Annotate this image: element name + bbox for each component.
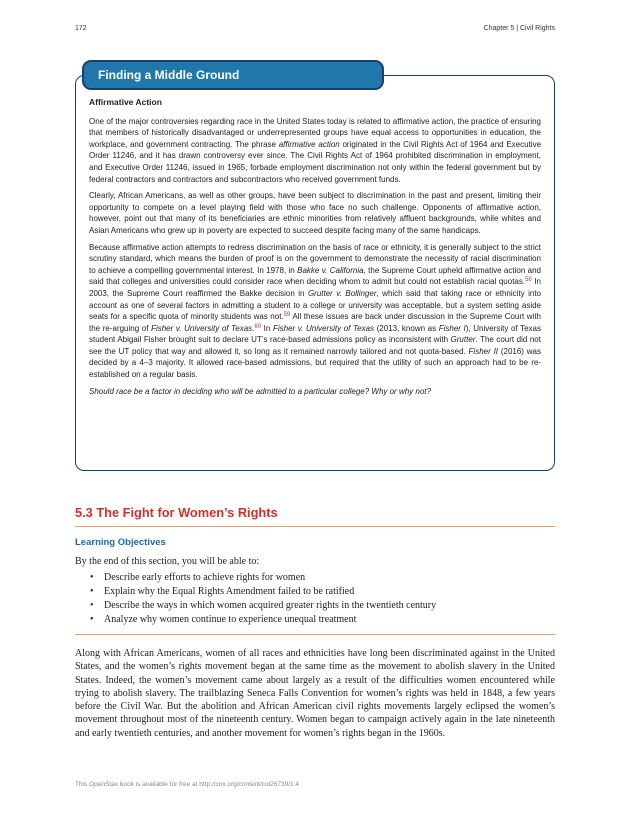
- objectives-divider: [75, 634, 555, 635]
- feature-paragraph-3: [89, 242, 541, 381]
- feature-paragraph-2: Clearly, African Americans, as well as other groups, have been subject to discrimination in the past and present, limiting their opportunity to compete on a level playing field with those who face no such challenge. Opponents of affirmative action, however, point out that many of its beneficiaries are ethnic minorities from relatively affluent backgrounds, while whites and Asian Americans who grew up in poverty are expected to succeed despite facing many of the same handicaps.: [89, 191, 541, 235]
- list-item: • Describe early efforts to achieve rights for women: [90, 571, 436, 585]
- text-run: , the Supreme Court upheld affirmative action and said that colleges and universities could consider race when deciding whom to admit but could not establish racial quotas.: [89, 265, 541, 287]
- learning-objectives-heading: Learning Objectives: [75, 537, 166, 548]
- case-fisher: Fisher v. University of Texas: [272, 323, 375, 333]
- text-run: In: [261, 323, 273, 333]
- text-run: originated in the Civil Rights Act of 1964 and Executive Order 11246, and it has drawn controversy ever since. The Civil Rights Act of 1964 prohibited discrimination in employment, and Executive Order 11246, issued in 1965, forbade employment discrimination not only within the federal government but by federal contractors and contractors and subcontractors who received government funds.: [89, 139, 542, 184]
- footnote-ref[interactable]: 58: [525, 277, 532, 284]
- learning-objectives-intro: By the end of this section, you will be able to:: [75, 556, 260, 567]
- term-affirmative-action: affirmative action: [278, 139, 340, 149]
- footnote-ref[interactable]: 59: [283, 312, 291, 319]
- text-run: . The court did not see the UT policy that way and allowed it, so long as it remained narrowly tailored and not quota-based.: [89, 335, 541, 356]
- section-divider: [75, 526, 555, 527]
- text-run: (2016) was decided by a 4–3 majority. It allowed race-based admissions, but required that the utility of such an approach had to be re-established on a regular basis.: [89, 346, 541, 380]
- text-run: .: [252, 323, 255, 333]
- text-run: Because affirmative action attempts to redress discrimination on the basis of race or ethnicity, it is generally subject to the strict scrutiny standard, which means the burden of proof is on the government to demonstrate the necessity of racial discrimination to achieve a compelling governmental interest. In 1978, in: [89, 242, 541, 275]
- case-grutter: Grutter: [450, 335, 476, 345]
- text-run: , which said that taking race or ethnicity into account as one of several factors in admitting a student to a college or university was acceptable, but a system setting aside seats for a specific quota of minority students was not.: [89, 288, 542, 322]
- footer-note: This OpenStax book is available for free at http://cnx.org/content/col26739/1.4: [75, 781, 300, 788]
- text-run: In 2003, the Supreme Court reaffirmed the Bakke decision in: [89, 277, 541, 298]
- case-grutter: Grutter v. Bollinger: [307, 288, 377, 298]
- body-paragraph: Along with African Americans, women of all races and ethnicities have long been discriminated against in the United States, and the women’s rights movement began at the same time as the movement to abolish slavery in the United States. Indeed, the women’s movement came about largely as a result of the difficulties women encountered while trying to abolish slavery. The trailblazing Seneca Falls Convention for women’s rights was held in 1848, a few years before the Civil War. But the abolition and African American civil rights movements largely eclipsed the women’s movement throughout most of the nineteenth century. Women began to campaign actively again in the late nineteenth and early twentieth centuries, and another movement for women’s rights began in the 1960s.: [75, 648, 555, 739]
- list-item: • Analyze why women continue to experience unequal treatment: [90, 613, 436, 627]
- section-title: 5.3 The Fight for Women’s Rights: [75, 505, 278, 520]
- feature-question: Should race be a factor in deciding who will be admitted to a particular college? Why or why not?: [89, 386, 431, 396]
- list-item: • Explain why the Equal Rights Amendment failed to be ratified: [90, 585, 436, 599]
- list-item: • Describe the ways in which women acquired greater rights in the twentieth century: [90, 599, 436, 613]
- case-bakke: Bakke v. California: [297, 265, 364, 275]
- case-fisher-1: Fisher I: [438, 323, 466, 333]
- case-fisher: Fisher v. University of Texas: [151, 323, 253, 333]
- feature-body: [89, 97, 541, 402]
- page-number: 172: [75, 25, 87, 32]
- text-run: (2013, known as: [374, 323, 439, 333]
- text-run: ), University of Texas student Abigail Fisher brought suit to declare UT’s race-based admissions policy as inconsistent with: [89, 323, 541, 345]
- feature-paragraph-1: [89, 116, 541, 186]
- footnote-ref[interactable]: 60: [254, 323, 262, 330]
- case-fisher-2: Fisher II: [468, 346, 499, 356]
- chapter-header: Chapter 5 | Civil Rights: [483, 25, 555, 32]
- text-run: One of the major controversies regarding race in the United States today is related to affirmative action, the practice of ensuring that members of historically disadvantaged or underrepresented groups have equal access to opportunities in education, the workplace, and government contracting. The phrase: [89, 116, 541, 149]
- text-run: All these issues are back under discussion in the Supreme Court with the re-arguing of: [89, 312, 541, 333]
- feature-title: Finding a Middle Ground: [82, 60, 384, 90]
- feature-heading: Affirmative Action: [89, 97, 162, 107]
- learning-objectives-list: [90, 571, 436, 627]
